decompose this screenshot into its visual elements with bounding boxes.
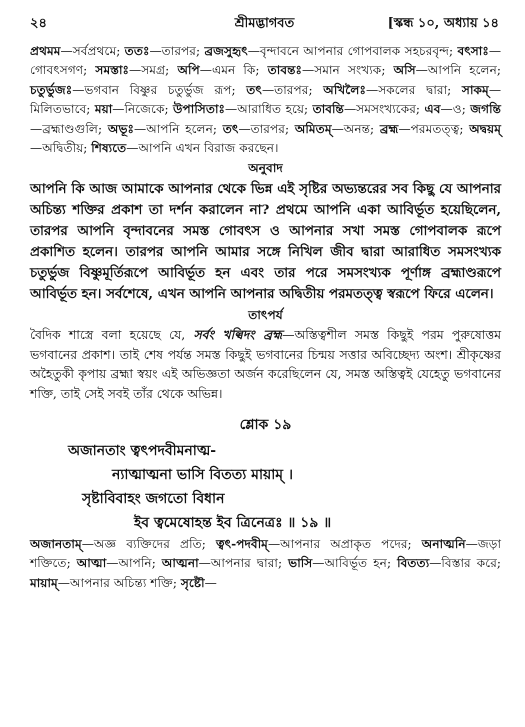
synonym-dash: — xyxy=(261,82,275,97)
synonym-meaning: তারপর; xyxy=(274,82,324,97)
synonym-meaning: সমসংখ্যকের; xyxy=(356,102,425,117)
page-number: ২৪ xyxy=(30,16,47,31)
synonym-meaning: ও; xyxy=(452,102,471,117)
synonym-dash: — xyxy=(302,63,315,78)
synonym-dash: — xyxy=(366,82,379,97)
synonym-dash: — xyxy=(134,121,147,136)
synonym-meaning: ব্রহ্মাণ্ডগুলি; xyxy=(42,121,108,136)
synonym-meaning: তারপর; xyxy=(250,121,295,136)
synonym-word: বৎসাঃ xyxy=(457,44,489,58)
synonym-meaning: ভগবান বিষ্ণুর চতুর্ভুজ রূপ; xyxy=(84,82,247,97)
translation-heading: অনুবাদ xyxy=(248,161,283,176)
synonym-dash: — xyxy=(267,537,281,552)
synonym-dash: — xyxy=(225,102,238,117)
synonym-meaning: এমন কি; xyxy=(211,63,268,78)
purport-part-2: —অস্তিত্বশীল সমস্ত কিছুই পরম পুরুষোত্তম ভগবানের প্রকাশ। তাই শেষ পর্যন্ত সমস্ত কিছুই ভগবানের চিন্ময় সত্তার অবিচ্ছেদ্য অংশ। শ্রীকৃষ্ণের অহৈতুকী কৃপায় ব্রহ্মা স্বয়ং এই অভিজ্ঞতা অর্জন করেছিলেন যে, সমস্ত অস্তিত্বই যেহেতু ভগবানের শক্তি, তাই সেই সবই তাঁর থেকে অভিন্ন। xyxy=(30,327,501,402)
synonyms-paragraph-2 xyxy=(30,535,501,593)
synonym-meaning: আপনি হলেন; xyxy=(146,121,223,136)
synonym-meaning: আরাধিত হয়ে; xyxy=(237,102,313,117)
synonym-meaning: অনন্ত; xyxy=(343,121,380,136)
synonym-meaning: আপনার দ্বারা; xyxy=(210,556,289,571)
synonym-word: অমিতম্ xyxy=(294,121,332,136)
synonym-word: ততঃ xyxy=(124,44,150,58)
synonym-word: উপাসিতাঃ xyxy=(173,102,226,117)
synonym-dash: — xyxy=(30,121,43,136)
synonym-dash: — xyxy=(204,575,217,590)
synonym-dash: — xyxy=(30,141,43,156)
synonyms-paragraph xyxy=(30,42,501,158)
synonym-dash: — xyxy=(126,141,139,156)
synonym-meaning: জড়া শক্তিতে; xyxy=(30,537,501,571)
synonym-meaning: আপনি এখন বিরাজ করছেন। xyxy=(138,141,279,156)
synonym-dash: — xyxy=(343,102,357,117)
synonym-word: মায়াম্ xyxy=(30,575,58,590)
synonym-meaning: অজ্ঞ ব্যক্তিদের প্রতি; xyxy=(93,537,216,552)
synonym-word: ময়া xyxy=(94,102,113,117)
synonym-word: অদ্বয়ম্ xyxy=(469,121,501,136)
synonym-meaning: সর্বপ্রথমে; xyxy=(72,44,125,58)
synonym-word: শিষ্যতে xyxy=(91,141,127,156)
synonym-word: সাকম্ xyxy=(461,82,489,97)
synonym-dash: — xyxy=(129,63,142,78)
synonym-word: সমস্তাঃ xyxy=(95,63,130,78)
verse-line: অজানতাং ত্বৎপদবীমনাত্ম- xyxy=(68,443,217,460)
purport-quote: সর্বং খল্বিদং ব্রহ্ম xyxy=(193,327,283,343)
synonym-word: অপি xyxy=(177,63,200,78)
book-title: শ্রীমদ্ভাগবত xyxy=(234,16,295,31)
purport-text xyxy=(30,325,501,403)
chapter-reference: [স্কন্ধ ১০, অধ্যায় ১৪ xyxy=(387,16,499,31)
synonym-dash: — xyxy=(488,44,502,58)
page-header xyxy=(30,14,499,34)
synonym-dash: — xyxy=(149,44,162,58)
synonym-meaning: অদ্বিতীয়; xyxy=(42,141,92,156)
synonym-meaning: পরমতত্ত্ব; xyxy=(410,121,470,136)
synonym-dash: — xyxy=(247,44,260,58)
verse-line: সৃষ্টাবিবাহং জগতো বিধান xyxy=(82,491,225,508)
purport-heading: তাৎপর্য xyxy=(248,307,283,322)
page-content xyxy=(30,42,501,593)
synonym-meaning: আপনি; xyxy=(118,556,162,571)
synonym-dash: — xyxy=(199,63,212,78)
synonym-meaning: সমগ্র; xyxy=(141,63,178,78)
synonym-meaning: আপনি হলেন; xyxy=(427,63,502,78)
synonym-dash: — xyxy=(57,575,70,590)
synonym-dash: — xyxy=(331,121,344,136)
verse-line: ইব ত্বমেষোহন্ত ইব ত্রিনেত্রঃ ॥ ১৯ ॥ xyxy=(134,515,332,532)
synonym-meaning: তারপর; xyxy=(161,44,205,58)
synonym-word: আত্মা xyxy=(76,556,107,571)
synonym-word: অখিলৈঃ xyxy=(323,82,367,97)
synonym-word: ভাসি xyxy=(288,556,313,571)
synonym-dash: — xyxy=(465,537,478,552)
synonym-dash: — xyxy=(106,556,119,571)
synonym-word: সৃষ্টৌ xyxy=(180,575,205,590)
synonym-word: তৎ xyxy=(246,82,262,97)
synonym-dash: — xyxy=(398,121,411,136)
synonym-word: তৎ xyxy=(222,121,239,136)
synonym-dash: — xyxy=(72,82,85,97)
synonym-meaning: আবির্ভূত হন; xyxy=(324,556,398,571)
synonym-word: ব্রহ্ম xyxy=(379,121,399,136)
verse-title: শ্লোক ১৯ xyxy=(239,416,292,433)
synonym-dash: — xyxy=(60,44,73,58)
synonym-dash: — xyxy=(488,82,501,97)
synonym-meaning: আপনার অচিন্ত্য শক্তি; xyxy=(69,575,181,590)
synonym-meaning: নিজেকে; xyxy=(124,102,174,117)
verse-block xyxy=(30,439,501,535)
verse-line: ন্যাত্মাত্মনা ভাসি বিতত্য মায়াম্ । xyxy=(112,467,293,484)
synonym-meaning: আপনার অপ্রাকৃত পদের; xyxy=(280,537,422,552)
synonym-word: অসি xyxy=(393,63,416,78)
synonym-meaning: গোবৎসগণ; xyxy=(30,63,96,78)
synonym-word: আত্মনা xyxy=(161,556,199,571)
synonym-word: তাবন্তঃ xyxy=(267,63,303,78)
purport-part-1: বৈদিক শাস্ত্রে বলা হয়েছে যে, xyxy=(30,327,194,343)
synonym-word: ব্রজসুহৃৎ xyxy=(204,44,248,58)
synonym-word: অনাত্মনি xyxy=(421,537,466,552)
synonym-dash: — xyxy=(238,121,251,136)
synonym-word: তাবন্তি xyxy=(312,102,344,117)
synonym-dash: — xyxy=(440,102,453,117)
synonym-word: জগন্তি xyxy=(470,102,502,117)
synonym-word: বিতত্য xyxy=(397,556,430,571)
synonym-word: ত্বৎ-পদবীম্ xyxy=(216,537,268,552)
synonym-meaning: সকলের দ্বারা; xyxy=(378,82,462,97)
synonym-dash: — xyxy=(429,556,442,571)
synonym-word: অজানতাম্ xyxy=(30,537,82,552)
synonym-word: অভূঃ xyxy=(107,121,135,136)
synonym-word: এব xyxy=(424,102,441,117)
synonym-meaning: সমান সংখ্যক; xyxy=(314,63,394,78)
synonym-dash: — xyxy=(415,63,428,78)
synonym-meaning: মিলিতভাবে; xyxy=(30,102,95,117)
synonym-dash: — xyxy=(312,556,325,571)
synonym-meaning: বৃন্দাবনে আপনার গোপবালক সহচরবৃন্দ; xyxy=(259,44,458,58)
synonym-word: চতুর্ভুজঃ xyxy=(30,82,73,97)
synonym-dash: — xyxy=(112,102,125,117)
synonym-dash: — xyxy=(81,537,94,552)
synonym-meaning: বিস্তার করে; xyxy=(441,556,502,571)
synonym-word: প্রথমম xyxy=(30,44,61,58)
synonym-dash: — xyxy=(198,556,211,571)
translation-text: আপনি কি আজ আমাকে আপনার থেকে ভিন্ন এই সৃষ্টির অভ্যন্তরের সব কিছু যে আপনার অচিন্ত্য শক্তির প্রকাশ তা দর্শন করালেন না? প্রথমে আপনি একা আবির্ভূত হয়েছিলেন, তারপর আপনি বৃন্দাবনের সমস্ত গোবৎস ও আপনার সখা সমস্ত গোপবালক রূপে প্রকাশিত হলেন। তারপর আপনি আমার সঙ্গে নিখিল জীব দ্বারা আরাধিত সমসংখ্যক চতুর্ভুজ বিষ্ণুমূর্তিরূপে আবির্ভূত হন এবং তার পরে সমসংখ্যক পূর্ণাঙ্গ ব্রহ্মাণ্ডরূপে আবির্ভূত হন। সর্বশেষে, এখন আপনি আপনার অদ্বিতীয় পরমতত্ত্ব স্বরূপে ফিরে এলেন। xyxy=(30,180,501,302)
